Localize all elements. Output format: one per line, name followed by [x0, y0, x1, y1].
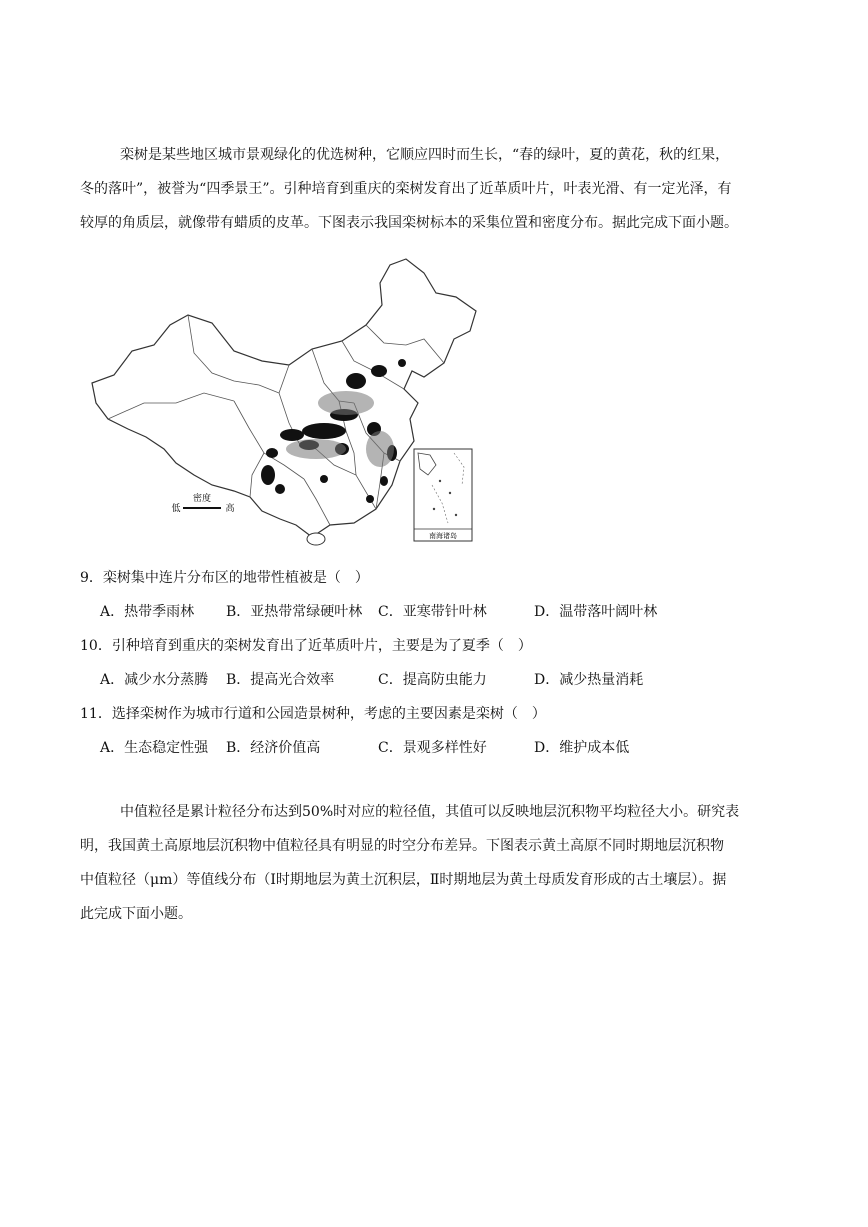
- question-9-stem: 9．栾树集中连片分布区的地带性植被是（ ）: [80, 570, 369, 586]
- passage-2: [80, 795, 792, 931]
- density-blob: [261, 465, 275, 485]
- passage-1: [80, 138, 792, 240]
- option-d[interactable]: D．温带落叶阔叶林: [534, 604, 658, 620]
- passage-1-line: 栾树是某些地区城市景观绿化的优选树种，它顺应四时而生长，“春的绿叶，夏的黄花，秋的红果，: [120, 147, 730, 163]
- option-b[interactable]: B．提高光合效率: [226, 672, 335, 688]
- option-a[interactable]: A．减少水分蒸腾: [100, 672, 209, 688]
- question-11-stem: 11．选择栾树作为城市行道和公园造景树种，考虑的主要因素是栾树（ ）: [80, 706, 546, 722]
- density-blob: [280, 429, 304, 441]
- legend-high: 高: [225, 504, 235, 514]
- density-blob: [320, 475, 328, 483]
- passage-1-line: 较厚的角质层，就像带有蜡质的皮革。下图表示我国栾树标本的采集位置和密度分布。据此完成下面小题。: [80, 215, 738, 231]
- density-blob: [398, 359, 406, 367]
- china-map-figure: [84, 253, 482, 553]
- hainan-island: [307, 533, 325, 545]
- question-9-options: [100, 601, 657, 621]
- inset-label: 南海诸岛: [429, 532, 457, 540]
- legend-title: 密度: [192, 494, 212, 504]
- option-c[interactable]: C．景观多样性好: [378, 740, 487, 756]
- density-blob: [275, 484, 285, 494]
- option-a[interactable]: A．生态稳定性强: [100, 740, 209, 756]
- option-b[interactable]: B．亚热带常绿硬叶林: [226, 604, 363, 620]
- passage-2-line: 中值粒径是累计粒径分布达到50%时对应的粒径值，其值可以反映地层沉积物平均粒径大小。研究表: [120, 804, 740, 820]
- legend-low: 低: [171, 504, 181, 514]
- option-d[interactable]: D．维护成本低: [534, 740, 630, 756]
- passage-2-line: 明，我国黄土高原地层沉积物中值粒径具有明显的时空分布差异。下图表示黄土高原不同时期地层沉积物: [80, 838, 724, 854]
- density-legend: [171, 492, 234, 514]
- passage-2-line: 此完成下面小题。: [80, 906, 192, 922]
- density-blob: [380, 476, 388, 486]
- passage-1-line: 冬的落叶”，被誉为“四季景王”。引种培育到重庆的栾树发育出了近革质叶片，叶表光滑、有一定光泽，有: [80, 181, 732, 197]
- question-11-options: [100, 737, 629, 757]
- option-a[interactable]: A．热带季雨林: [100, 604, 195, 620]
- density-blob: [371, 365, 387, 377]
- density-blob: [346, 373, 366, 389]
- south-china-sea-inset: [414, 449, 472, 541]
- option-d[interactable]: D．减少热量消耗: [534, 672, 644, 688]
- density-blob: [266, 448, 278, 458]
- option-c[interactable]: C．提高防虫能力: [378, 672, 487, 688]
- density-blob: [366, 495, 374, 503]
- option-b[interactable]: B．经济价值高: [226, 740, 321, 756]
- option-c[interactable]: C．亚寒带针叶林: [378, 604, 487, 620]
- density-blob: [302, 423, 346, 439]
- passage-2-line: 中值粒径（μm）等值线分布（Ⅰ时期地层为黄土沉积层，Ⅱ时期地层为黄土母质发育形成的古土壤层）。据: [80, 872, 727, 888]
- question-10-stem: 10．引种培育到重庆的栾树发育出了近革质叶片，主要是为了夏季（ ）: [80, 638, 532, 654]
- question-10-options: [100, 669, 643, 689]
